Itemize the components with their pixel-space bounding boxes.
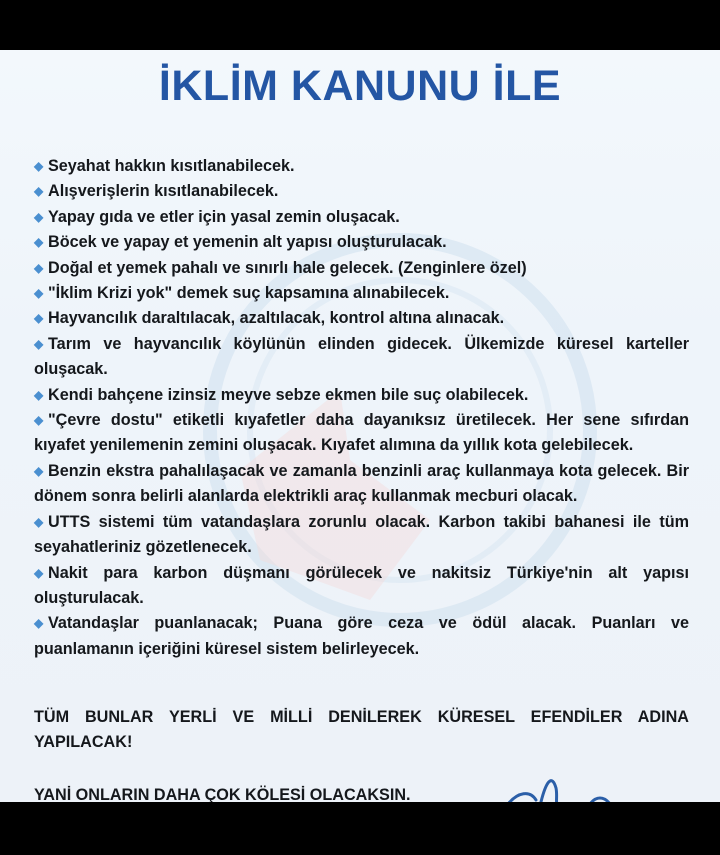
list-item-text: Alışverişlerin kısıtlanabilecek. <box>48 182 279 201</box>
list-item-text: Seyahat hakkın kısıtlanabilecek. <box>48 157 295 175</box>
list-item-text: UTTS sistemi tüm vatandaşlara zorunlu olacak. Karbon takibi bahanesi ile tüm seyahatleriniz gözetlenecek. <box>34 512 689 557</box>
diamond-bullet-icon: ◆ <box>34 463 44 478</box>
list-item <box>34 383 689 408</box>
list-item <box>34 154 689 179</box>
list-item-text: Yapay gıda ve etler için yasal zemin oluşacak. <box>48 207 400 226</box>
document-page <box>0 50 720 802</box>
list-item <box>34 408 689 459</box>
list-item-text: Benzin ekstra pahalılaşacak ve zamanla benzinli araç kullanmaya kota gelecek. Bir dönem sonra belirli alanlarda elektrikli araç kullanmak mecburi olacak. <box>34 461 689 506</box>
list-item <box>34 510 689 561</box>
diamond-bullet-icon: ◆ <box>34 413 44 428</box>
bullet-list <box>34 154 689 662</box>
signature-icon <box>500 770 640 802</box>
diamond-bullet-icon: ◆ <box>34 286 44 301</box>
list-item <box>34 561 689 612</box>
diamond-bullet-icon: ◆ <box>34 336 44 351</box>
list-item-text: Doğal et yemek pahalı ve sınırlı hale gelecek. (Zenginlere özel) <box>48 258 527 277</box>
diamond-bullet-icon: ◆ <box>34 387 44 402</box>
diamond-bullet-icon: ◆ <box>34 209 44 224</box>
diamond-bullet-icon: ◆ <box>34 514 44 529</box>
list-item <box>34 332 689 383</box>
diamond-bullet-icon: ◆ <box>34 260 44 275</box>
list-item <box>34 205 689 230</box>
diamond-bullet-icon: ◆ <box>34 184 44 199</box>
list-item-text: Nakit para karbon düşmanı görülecek ve nakitsiz Türkiye'nin alt yapısı oluşturulacak. <box>34 563 689 607</box>
diamond-bullet-icon: ◆ <box>34 565 44 580</box>
page-title: İKLİM KANUNU İLE <box>158 62 562 110</box>
list-item-text: "Çevre dostu" etiketli kıyafetler daha dayanıksız üretilecek. Her sene sıfırdan kıyafet yenilemenin zemini oluşacak. Kıyafet alımına da yıllık kota gelebilecek. <box>34 411 689 455</box>
list-item-text: Hayvancılık daraltılacak, azaltılacak, kontrol altına alınacak. <box>48 309 505 328</box>
diamond-bullet-icon: ◆ <box>34 159 44 173</box>
list-item-text: "İklim Krizi yok" demek suç kapsamına alınabilecek. <box>48 284 450 303</box>
list-item <box>34 179 689 204</box>
list-item <box>34 230 689 255</box>
list-item <box>34 459 689 510</box>
closing-tagline: YANİ ONLARIN DAHA ÇOK KÖLESİ OLACAKSIN. <box>34 786 411 802</box>
diamond-bullet-icon: ◆ <box>34 311 44 326</box>
list-item-text: Kendi bahçene izinsiz meyve sebze ekmen bile suç olabilecek. <box>48 385 529 404</box>
list-item <box>34 281 689 306</box>
list-item <box>34 611 689 662</box>
diamond-bullet-icon: ◆ <box>34 616 44 631</box>
list-item-text: Tarım ve hayvancılık köylünün elinden gidecek. Ülkemizde küresel karteller oluşacak. <box>34 334 689 379</box>
diamond-bullet-icon: ◆ <box>34 235 44 250</box>
list-item-text: Böcek ve yapay et yemenin alt yapısı oluşturulacak. <box>48 233 447 252</box>
list-item-text: Vatandaşlar puanlanacak; Puana göre ceza ve ödül alacak. Puanları ve puanlamanın içeriğini küresel sistem belirleyecek. <box>34 614 689 658</box>
closing-statement: TÜM BUNLAR YERLİ VE MİLLİ DENİLEREK KÜRESEL EFENDİLER ADINA YAPILACAK! <box>34 708 689 751</box>
list-item <box>34 306 689 331</box>
list-item <box>34 256 689 281</box>
